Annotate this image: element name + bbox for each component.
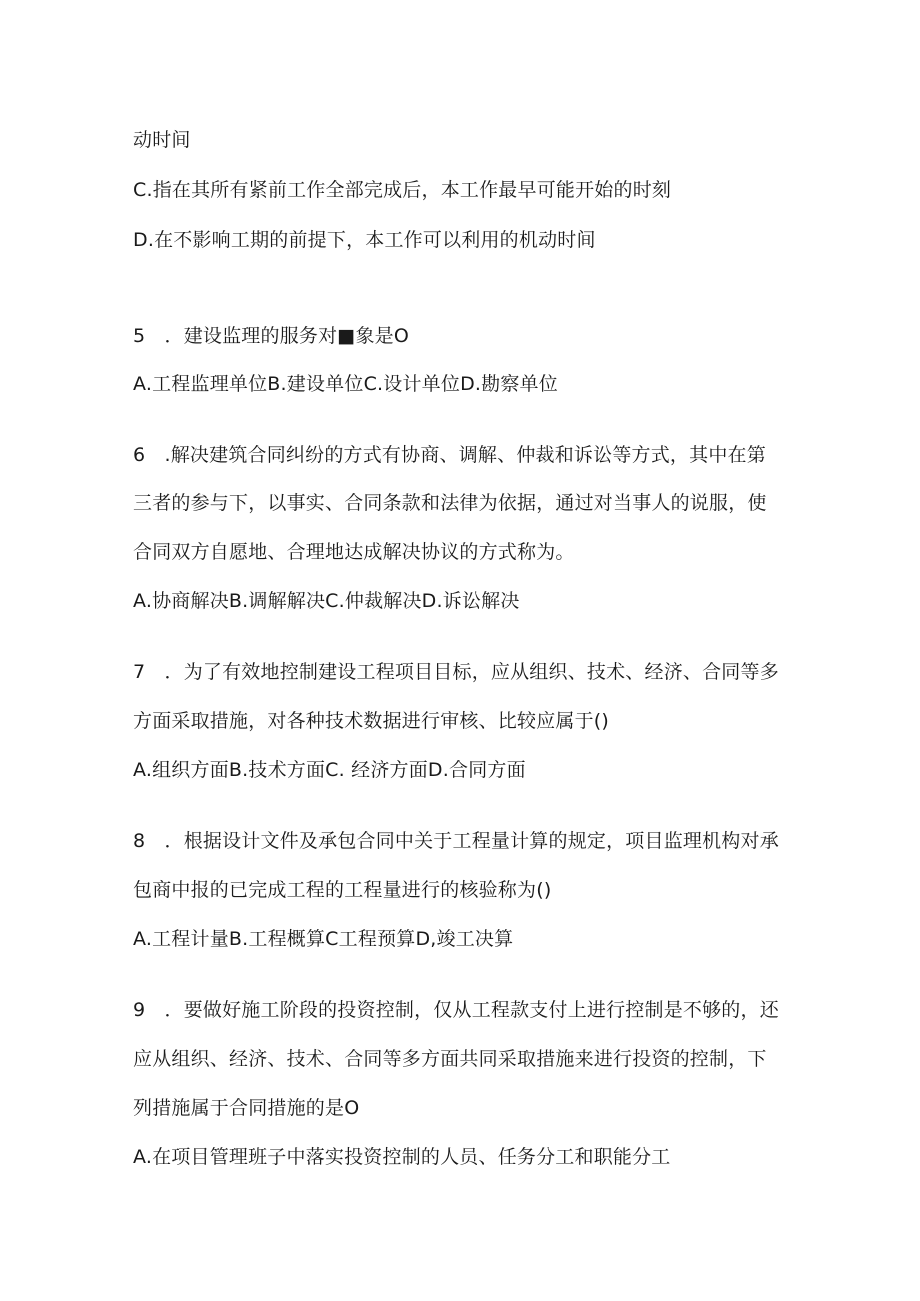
question-stem-line: 6 .解决建筑合同纠纷的方式有协商、调解、仲裁和诉讼等方式，其中在第 bbox=[133, 444, 766, 466]
question-stem-line: 应从组织、经济、技术、合同等多方面共同采取措施来进行投资的控制，下 bbox=[133, 1048, 767, 1070]
question-stem-line: 方面采取措施，对各种技术数据进行审核、比较应属于() bbox=[133, 710, 610, 732]
question-stem-line: 5 ．建设监理的服务对■象是O bbox=[133, 325, 409, 347]
question-stem-line: 9 ．要做好施工阶段的投资控制，仅从工程款支付上进行控制是不够的，还 bbox=[133, 999, 779, 1021]
question-stem-line: 8 ．根据设计文件及承包合同中关于工程量计算的规定，项目监理机构对承 bbox=[133, 830, 779, 852]
option-d: D.在不影响工期的前提下，本工作可以利用的机动时间 bbox=[133, 229, 596, 251]
question-stem-line: 包商中报的已完成工程的工程量进行的核验称为() bbox=[133, 879, 552, 901]
question-options: A.组织方面B.技术方面C. 经济方面D.合同方面 bbox=[133, 759, 526, 781]
question-options: A.协商解决B.调解解决C.仲裁解决D.诉讼解决 bbox=[133, 590, 520, 612]
question-options: A.工程监理单位B.建设单位C.设计单位D.勘察单位 bbox=[133, 373, 558, 395]
question-stem-line: 列措施属于合同措施的是O bbox=[133, 1097, 360, 1119]
question-options: A.在项目管理班子中落实投资控制的人员、任务分工和职能分工 bbox=[133, 1146, 671, 1168]
continuation-text: 动时间 bbox=[133, 129, 191, 151]
question-options: A.工程计量B.工程概算C工程预算D,竣工决算 bbox=[133, 928, 514, 950]
option-c: C.指在其所有紧前工作全部完成后，本工作最早可能开始的时刻 bbox=[133, 179, 672, 201]
question-stem-line: 三者的参与下，以事实、合同条款和法律为依据，通过对当事人的说服，使 bbox=[133, 492, 767, 514]
question-stem-line: 7 ．为了有效地控制建设工程项目目标，应从组织、技术、经济、合同等多 bbox=[133, 661, 779, 683]
question-stem-line: 合同双方自愿地、合理地达成解决协议的方式称为。 bbox=[133, 541, 575, 563]
